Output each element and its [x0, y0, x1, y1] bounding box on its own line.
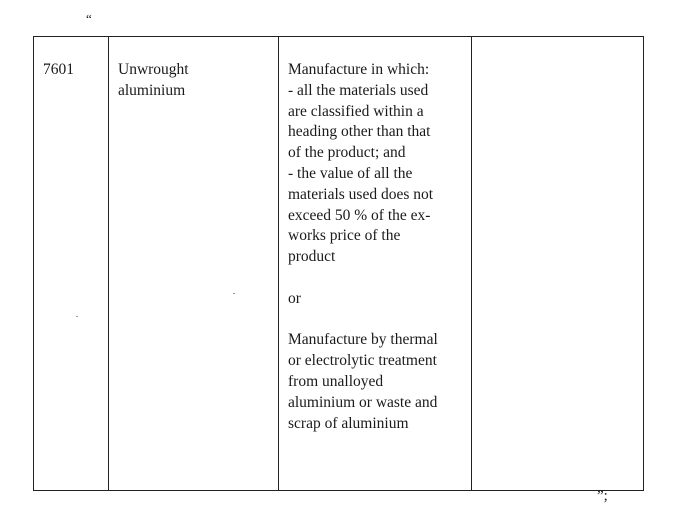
spacer [288, 310, 467, 331]
description-line: Unwrought [118, 61, 189, 78]
rule-line: from unalloyed [288, 372, 384, 390]
alternative-rule-cell [472, 37, 644, 491]
scan-speck [76, 316, 78, 317]
rule-line: aluminium or waste and [288, 393, 438, 411]
rules-table [33, 36, 644, 491]
or-separator: or [288, 289, 301, 307]
rule-line: scrap of aluminium [288, 414, 409, 432]
rule-line: product [288, 248, 336, 266]
rule-line: of the product; and [288, 144, 406, 162]
heading-number-cell [34, 37, 109, 491]
scan-speck [233, 293, 235, 294]
rule-line: or electrolytic treatment [288, 352, 437, 370]
rule-line: works price of the [288, 227, 401, 245]
rule-line: exceed 50 % of the ex- [288, 206, 431, 224]
rule-line: materials used does not [288, 185, 434, 203]
description-line: aluminium [118, 81, 186, 99]
spacer [288, 268, 467, 289]
rule-line: - all the materials used [288, 81, 429, 99]
table-row [34, 37, 644, 491]
closing-quotation-mark: ”; [597, 488, 608, 504]
rule-line: Manufacture in which: [288, 61, 430, 78]
product-description-cell [109, 37, 279, 491]
heading-number: 7601 [43, 61, 74, 78]
rule-line: Manufacture by thermal [288, 331, 438, 349]
opening-quotation-mark: “ [86, 11, 92, 26]
rule-line: - the value of all the [288, 164, 413, 182]
working-rule-cell [279, 37, 472, 491]
rule-line: heading other than that [288, 123, 431, 141]
rule-line: are classified within a [288, 102, 424, 120]
